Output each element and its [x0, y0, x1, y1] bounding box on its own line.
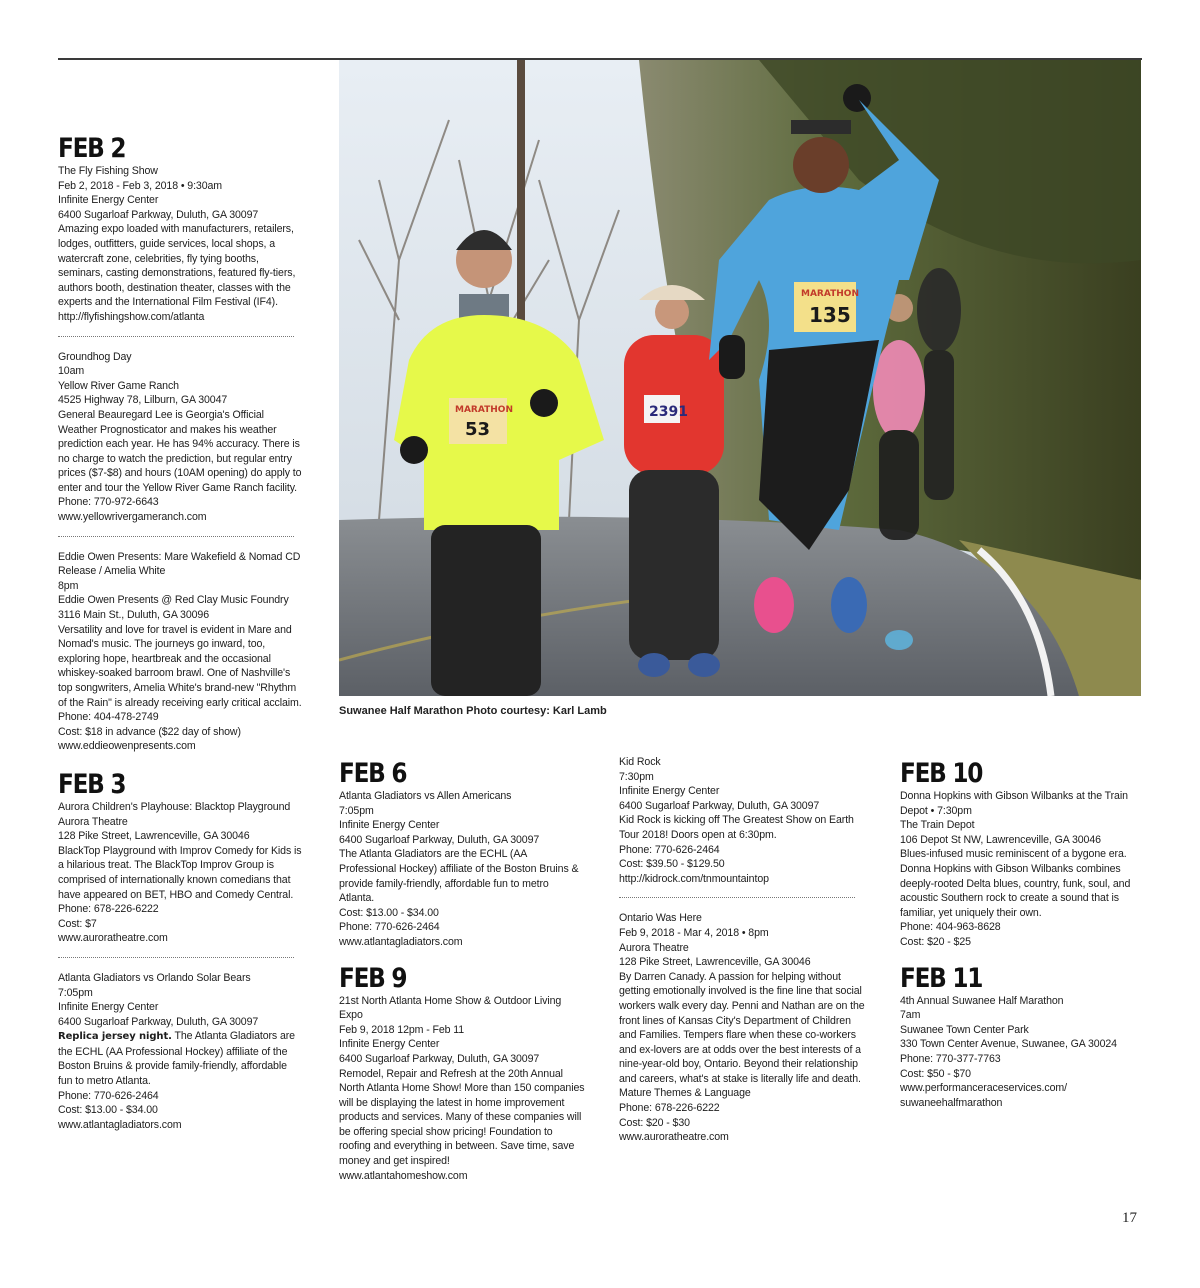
- event-aurora-blacktop: Aurora Children's Playhouse: Blacktop Playground Aurora Theatre 128 Pike Street, Lawrenceville, GA 30046 BlackTop Playground with Improv Comedy for Kids is a hilarious treat. The BlackTop Improv Group is comprised of internationally known comedians that have appeared on BET, HBO and Comedy Central. Phone: 678-226-6222 Cost: $7 www.auroratheatre.com: [58, 800, 302, 945]
- replica-jersey-highlight: Replica jersey night.: [58, 1031, 172, 1043]
- marathon-photo: [339, 60, 1141, 696]
- event-fly-fishing-show: The Fly Fishing Show Feb 2, 2018 - Feb 3, 2018 • 9:30am Infinite Energy Center 6400 Sugarloaf Parkway, Duluth, GA 30097 Amazing expo loaded with manufacturers, retailers, lodges, outfitters, guide services, local shops, a watercraft zone, celebrities, fly tying booths, seminars, casting demonstrations, featured fly-tiers, authors booth, destination theater, classes with the experts and the International Film Festival (IF4). http://flyfishingshow.com/atlanta: [58, 165, 296, 323]
- divider: [58, 957, 294, 958]
- bib-2391: 2391: [649, 404, 688, 420]
- event-body: The Atlanta Gladiators are the ECHL (AA Professional Hockey) affiliate of the Boston Bruins & provide family-friendly, affordable fun to metro Atlanta. Phone: 770-626-2464 Cost: $13.00 - $34.00 www.atlantagladiators.com: [58, 1030, 295, 1131]
- column-2: [339, 759, 585, 1183]
- event-north-atlanta-home-show: 21st North Atlanta Home Show & Outdoor Living Expo Feb 9, 2018 12pm - Feb 11 Infinite Energy Center 6400 Sugarloaf Parkway, Duluth, GA 30097 Remodel, Repair and Refresh at the 20th Annual North Atlanta Home Show! More than 150 companies will be displaying the latest in home improvement products and services. Many of these companies will be offering special show pricing! Foundation to roofing and everything in between. Save time, save money and get inspired! www.atlantahomeshow.com: [339, 994, 585, 1182]
- divider: [619, 897, 855, 898]
- column-3: [619, 755, 865, 1145]
- bib-135: 135: [809, 303, 851, 327]
- bib-marathon-label-2: MARATHON: [801, 289, 859, 299]
- event-groundhog-day: Groundhog Day 10am Yellow River Game Ranch 4525 Highway 78, Lilburn, GA 30047 General Beauregard Lee is Georgia's Official Weather Prognosticator and makes his weather prediction each year. He has 94% accuracy. There is no charge to watch the prediction, but regular entry prices ($7-$8) and hours (10AM opening) do apply to enter and tour the Yellow River Game Ranch facility. Phone: 770-972-6643 www.yellowrivergameranch.com: [58, 350, 302, 524]
- event-donna-hopkins: Donna Hopkins with Gibson Wilbanks at the Train Depot • 7:30pm The Train Depot 106 Depot St NW, Lawrenceville, GA 30046 Blues-infused music reminiscent of a bygone era. Donna Hopkins with Gibson Wilbanks combines deeply-rooted Delta blues, country, funk, soul, and acoustic Southern rock to create a sound that is familiar, yet uniquely their own. Phone: 404-963-8628 Cost: $20 - $25: [900, 790, 1131, 948]
- event-eddie-owen: Eddie Owen Presents: Mare Wakefield & Nomad CD Release / Amelia White 8pm Eddie Owen Presents @ Red Clay Music Foundry 3116 Main St., Duluth, GA 30096 Versatility and love for travel is evident in Mare and Nomad's music. The journeys go inward, too, exploring hope, heartbreak and the occasional whiskey-soaked barroom brawl. One of Nashville's top songwriters, Amelia White's brand-new "Rhythm of the Rain" is already receiving early critical acclaim. Phone: 404-478-2749 Cost: $18 in advance ($22 day of show) www.eddieowenpresents.com: [58, 550, 302, 753]
- page-number: 17: [1122, 1210, 1137, 1226]
- date-heading-feb-6: FEB 6: [339, 758, 407, 789]
- event-ontario-was-here: Ontario Was Here Feb 9, 2018 - Mar 4, 2018 • 8pm Aurora Theatre 128 Pike Street, Lawrenceville, GA 30046 By Darren Canady. A passion for helping without getting emotionally involved is the fine line that social workers walk every day. Penni and Nathan are on the front lines of Kansas City's Department of Children and Families. Tempers flare when these co-workers and ex-lovers are at odds over the best interests of a nine-year-old boy, Ontario. Beyond their relationship and careers, what's at stake is literally life and death. Mature Themes & Language Phone: 678-226-6222 Cost: $20 - $30 www.auroratheatre.com: [619, 912, 865, 1144]
- bib-marathon-label: MARATHON: [455, 405, 513, 415]
- event-head: Atlanta Gladiators vs Orlando Solar Bears 7:05pm Infinite Energy Center 6400 Sugarloaf Parkway, Duluth, GA 30097: [58, 971, 259, 1028]
- event-gladiators-allen: Atlanta Gladiators vs Allen Americans 7:05pm Infinite Energy Center 6400 Sugarloaf Parkway, Duluth, GA 30097 The Atlanta Gladiators are the ECHL (AA Professional Hockey) affiliate of the Boston Bruins & provide family-friendly, affordable fun to metro Atlanta. Cost: $13.00 - $34.00 Phone: 770-626-2464 www.atlantagladiators.com: [339, 790, 579, 948]
- date-heading-feb-9: FEB 9: [339, 962, 407, 994]
- bib-53: 53: [465, 419, 491, 440]
- date-heading-feb-11: FEB 11: [900, 962, 983, 994]
- column-4: [900, 759, 1132, 1110]
- photo-caption: Suwanee Half Marathon Photo courtesy: Karl Lamb: [339, 705, 607, 717]
- divider: [58, 536, 294, 537]
- date-heading-feb-3: FEB 3: [58, 768, 126, 800]
- date-heading-feb-10: FEB 10: [900, 758, 983, 789]
- event-suwanee-half-marathon: 4th Annual Suwanee Half Marathon 7am Suwanee Town Center Park 330 Town Center Avenue, Suwanee, GA 30024 Phone: 770-377-7763 Cost: $50 - $70 www.performanceraceservices.com/ suwaneehalfmarathon: [900, 994, 1117, 1109]
- date-heading-feb-2: FEB 2: [58, 133, 126, 164]
- event-gladiators-solar-bears: [58, 971, 304, 1133]
- column-1: [58, 134, 304, 1132]
- event-kid-rock: Kid Rock 7:30pm Infinite Energy Center 6400 Sugarloaf Parkway, Duluth, GA 30097 Kid Rock is kicking off The Greatest Show on Earth Tour 2018! Doors open at 6:30pm. Phone: 770-626-2464 Cost: $39.50 - $129.50 http://kidrock.com/tnmountaintop: [619, 756, 854, 885]
- divider: [58, 336, 294, 337]
